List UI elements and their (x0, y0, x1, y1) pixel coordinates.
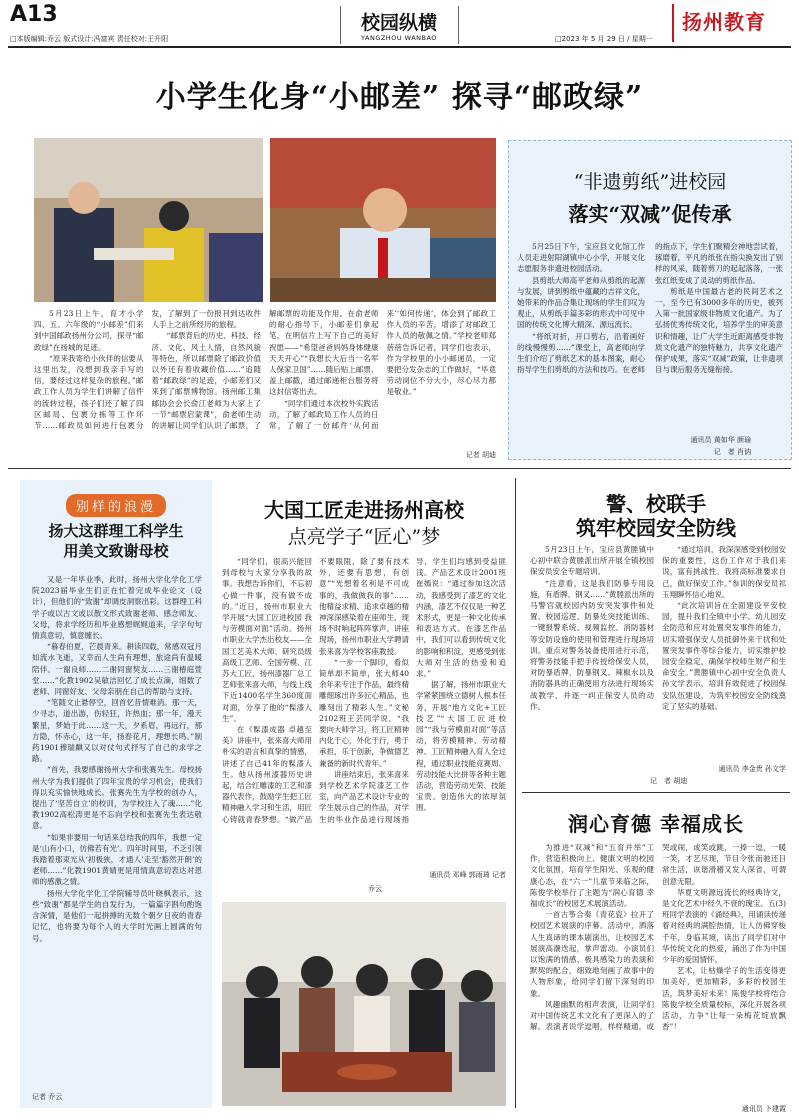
story1-paragraph: 5月23日上午，育才小学四、五、六年级的“小邮差”们来到中国邮政扬州分公司，探寻“邮政绿”在扬城的足迹。 (34, 309, 144, 352)
story2-byline-1: 通讯员 黄如华 颜瑜 (690, 436, 751, 444)
story2-paragraph: 5月25日下午，宝应县文化馆工作人员走进射阳湖镇中心小学，开展文化志愿服务非遗进校园活动。 (517, 242, 645, 274)
story5-title-line1: 警、校联手 (606, 492, 706, 516)
story1-paragraph: “同学们通过本次校外实践活动，了解了邮政局工作人员的日常，了解了一份邮件‘从何而来’‘如何传递’，体会到了邮政工作人员的辛苦，增添了对邮政工作人员的敬佩之情。”学校老师郑蓓蓓告诉记者，同学们也表示，作为学校里的小小邮递员，一定要把分发杂志的工作做好，“毕竟劳动岗位不分大小，尽心尽力都是敬业。” (269, 309, 496, 431)
brand-name: 扬州教育 (682, 10, 766, 34)
story4-paragraph: 在《髹漆成器 卓越至美》讲座中，张来喜大师用朴实的语言和真挚的情感，讲述了自己41年的髹漆人生。他从扬州漆器历史讲起，结合红雕漆的工艺和漆器代表作，鼓励学生把工匠精神融入学习和生活，用匠心铸就青春梦想。“做产品不要眼限，除了要有技术外，还要有思想，有创意”“光想着名利是不可成事的，我做做我的事”……他精益求精、追求卓越的精神深深感染着在座师生，现场不时响起阵阵掌声。讲座现场，扬州市职业大学聘请张来喜为学校客座教授。 (222, 557, 409, 824)
story6-paragraph: 风趣幽默的相声表演，让同学们对中国传统艺术文化有了更深入的了解。表演者说学逗唱，样样精通，或哭或闹，或笑或跳，一捧一逗，一暖一笑，才艺尽现，节目令张而驰还日常生活，诙谐滑稽又发人深省，可谓创意无限。 (530, 843, 786, 1032)
story3-kicker: 别样的浪漫 (66, 494, 166, 517)
story3-paragraph: 又是一年毕业季，此时，扬州大学化学化工学院2023届毕业生们正在忙着完成毕业论文（设计），但他们的“致谢”却调皮洞察出彩。这群理工科学子或以古文或以散文形式致谢老师、感念师友、父母，将求学经历和毕业感想娓娓道来，字字句句情真意切，慎意缠长。 (32, 575, 202, 641)
story3-body (32, 574, 202, 1094)
story1-paragraph: “原来我寄给小伙伴的信要从这里出发，没想到我亲手写的信，要经过这样复杂的旅程。”邮政工作人员为学生们讲解了信件的流转过程，孩子们还了解了四区邮局、包裹分拣等工作环节……邮政员如何进行包裹分发，了解到了一份报刊到达收件人手上之前所经历的旅程。 (34, 309, 261, 431)
story3-paragraph: “首先，我要感谢扬州大学和张赛先生。母校扬州大学为我们提供了四年宝贵的学习机会，使我们得以充实愉快地成长。张赛先生为学校的创办人，提出了‘坚苦自立’的校训，为学校注入了魂……”化教1902高松涛更是不忘向学校和张赛先生表达敬意。 (32, 765, 202, 831)
story4-title-line2: 点亮学子“匠心”梦 (287, 526, 441, 548)
story3-paragraph: “如果非要用一句话来总结我的四年，我想一定是‘山有小口，仿佛若有光’。四年时间里，不乏引领我踏着那束光从‘初极狭，才通人’走至‘豁然开朗’的老师……”化教1901黄婧更是用情真意切表达对恩师的感激之情。 (32, 832, 202, 887)
column-rule (515, 478, 516, 1108)
story6-paragraph: 为推进“双减”和“五育并举”工作，营造积极向上、健康文明的校园文化氛围，培育学生阳光、乐观的健康心态，在“六一”儿童节来临之际，陈俊学校举行了主题为“润心育德 幸福成长”的校园艺术展演活动。 (530, 843, 654, 909)
story2-byline-2: 记 者 肖讷 (713, 448, 751, 456)
story5-paragraph: “通过培训，我深深感受到校园安保的重要性，这份工作对于我们来说，富有挑战性。我将高标准要求自己，做好保安工作。”参训的保安员祁玉翔瞬怀信心地说。 (662, 545, 786, 599)
story4-paragraph: 据了解，扬州市职业大学紧紧围绕立德树人根本任务，开展“地方文化+工匠技艺”“大国工匠进校园”“我与劳模面对面”等活动，将劳模精神、劳动精神、工匠精神融入育人全过程，通过职业技能竞赛周、劳动技能大比拼等各种主题活动，营造劳动光荣、技能宝贵、创造伟大的浓厚氛围。 (416, 680, 506, 813)
story1-byline: 记者 胡迪 (465, 451, 496, 459)
story2-paragraph: “将纸对折，开口剪右，沿着画好的线慢慢剪……”课堂上，高老师向学生们介绍了剪纸艺术的基本图案，耐心指导学生们剪纸的方法和技巧。在老师的指点下，学生们聚精会神地尝试着，琢磨着，平凡的纸张在指尖换发出了别样的风采，随着剪刀的起起落落，一张张红纸变成了灵动的剪纸作品。 (517, 242, 783, 375)
story6-body (530, 842, 786, 1100)
story6-paragraph: 一首古筝合奏《青花瓷》拉开了校园艺术展演的序幕。活动中，洒落人生真谛的课本剧演出，让校园艺术展演高潮迭起，掌声雷动。小演员们以饱满的情感、极具感染力的表演和默契的配合，细致地刻画了故事中的人物形象，给同学们留下深刻的印象。 (530, 910, 654, 998)
story6-paragraph: 华夏文明源远流长的经典诗文，是文化艺术中经久不衰的瑰宝。五(3)班同学表演的《诵经典》，用诵读传递着对经典的满腔热情，让人仿佛穿梭千年，身临其境，读出了同学们对中华传统文化的热爱，涌出了作为中国少年的爱国情怀。 (662, 887, 786, 965)
story3-title-line2: 用美文致谢母校 (63, 542, 169, 560)
story2-title-line1: “非遗剪纸”进校园 (573, 171, 727, 193)
story4-paragraph: 讲座结束后，张来喜来到学校艺术学院漆艺工作室，向产品艺术设计专业的学生展示自己的作品，对学生的毕业作品进行现场指导，学生们均感到受益匪浅。产品艺术设计2001班崔嫣说：“通过参加这次活动，我感受到了漆艺的文化内涵，漆艺不仅仅是一种艺术形式，更是一种文化传承和表达方式。在漆艺作品中，我们可以看到传统文化的影响和积淀，更感受到张大师对生活的热爱和追求。” (319, 557, 506, 824)
section-title: 校园纵横 (360, 12, 437, 34)
story6-paragraph: 艺术，让枯燥学子的生活变得更加美好，更加精彩，多彩的校园生活，筑梦美好未来！陈俊学校将结合陈俊学校全质量校标，深化开展各项活动，力争“让每一朵梅花绽放飘香”！ (662, 966, 786, 1032)
story6-byline: 通讯员 卜建霞 (741, 1105, 786, 1113)
story3-paragraph: “笔随文止悬停空，回首忆昔情难消。那一天，少寻志，道出游，伤轻狂，许热血；那一年，漫天繁星，梦始于此……这一天，夕系眉，再远行，那方隐，怀赤心，这一年，扬春花月，理想长鸣。”制药1901穆瑞麒又以对仗句式抒写了自己的求学之路。 (32, 698, 202, 764)
story6-title: 润心育德 幸福成长 (568, 812, 744, 836)
editors-line: □本版编辑:乔云 版式设计:冯富宾 责任校对:王升阳 (10, 35, 169, 43)
story5-byline-2: 记 者 胡迪 (650, 777, 688, 785)
story4-paragraph: “一步一个脚印，看似简单却不简单，张大师40余年来专注于作品，最终精雕细琢出许多匠心精品，也雕刻出了精彩人生。”文秘2102班王芸同学说，“我要向大师学习，将工匠精神内化于心，外化于行，勇于承担，乐于创新，争做德艺兼备的新时代青年。” (319, 657, 409, 768)
photo-post-office-counter (34, 138, 263, 302)
story5-paragraph: “此次培训旨在全面建设平安校园，提升我们全镇中小学、幼儿园安全防范和应对处置突发事件的能力，切实增强保安人员抵御外来干扰和处置突发事件等综合能力，切实维护校园安全稳定，确保学校师生财产和生命安全。”黄塍镇中心初中安全负责人孙文学表示，培训有效促进了校园保安队伍建设，为筑牢校园安全防线奠定了坚实的基础。 (662, 601, 786, 711)
main-headline: 小学生化身“小邮差” 探寻“邮政绿” (155, 80, 644, 115)
photo-boy-with-postcard (270, 138, 496, 302)
story6-rule (522, 792, 790, 793)
story2-box (508, 140, 792, 460)
story5-paragraph: “注意看，这是我们防暴专用设施，有盾牌、钢叉……”黄塍派出所的马警官就校园内防安突发事件和处置、校园巡逻、防暴处突技能训练、一键报警系统、视频监控、消防器材等安防设施的使用和管理进行现场培训。重点对警务装备使用进行示范，将警务技能手把手传授给保安人员，对防暴盾牌、防暴钢叉、辣椒水以及消防器具的正确使用方法进行现场实战教学，并逐一纠正保安人员的动作。 (530, 578, 654, 711)
section-rule (8, 468, 791, 469)
story4-byline-2: 乔云 (368, 885, 382, 893)
story2-body (517, 241, 783, 433)
story1-paragraph: “邮票背后的历史、科技、经济、文化、风土人情，自然风貌等特色，所以邮票除了邮政价值以外还有着收藏价值……”追随着“邮政绿”的足迹，小邮差们又来到了邮票博物馆。扬州邮工集邮协会会长俞江老师为大家上了一节“邮票启蒙课”，俞老师生动的讲解让同学们认识了邮票，了解邮票的功能及作用。在俞老师的耐心指导下，小邮差们拿起笔，在明信片上写下自己的美好祝愿——“希望爸爸妈妈身体健康天天开心”“我想长大后当一名军人保家卫国”……随后贴上邮票、盖上邮戳，通过邮递柜台服务将这封信寄出去。 (151, 309, 379, 431)
photo-lacquer-workshop (222, 902, 506, 1106)
story5-title-line2: 筑牢校园安全防线 (576, 516, 736, 540)
story2-paragraph: 县剪纸大师高平老师从剪纸的起源与发展，讲到剪纸中蕴藏的吉祥文化，她带来的作品合集让现场的学生们叹为观止，从剪纸手篇多彩的形式中可见中国的传统文化博大精深、源远流长。 (517, 275, 645, 330)
section-pinyin: YANGZHOU WANBAO (361, 34, 437, 42)
story4-body (222, 556, 506, 864)
story5-paragraph: 5月23日上午，宝应县黄塍镇中心初中联合黄塍派出所开展全镇校园保安员安全专题培训。 (530, 545, 654, 577)
story4-byline-1: 通讯员 邓峰 郭雨琦 记者 (429, 871, 506, 879)
masthead-rule (8, 46, 791, 48)
story3-title-line1: 扬大这群理工科学生 (48, 522, 184, 540)
story3-box (20, 480, 212, 1108)
story2-paragraph: 剪纸是中国最古老的民间艺术之一，至今已有3000多年的历史，被列入第一批国家级非物质文化遗产。为了弘扬优秀传统文化，培养学生的审美意识和情趣，让广大学生近距离感受非物质文化遗产的独特魅力，共享文化遗产保护成果，落实“双减”政策，让非遗项目与课后服务无缝衔接。 (655, 286, 783, 375)
story3-byline: 记者 乔云 (32, 1093, 63, 1101)
brand-logo (672, 4, 792, 42)
story5-body (530, 544, 786, 756)
story2-title-line2: 落实“双减”促传承 (568, 202, 732, 226)
story1-body (34, 308, 496, 448)
story4-paragraph: “同学们，很高兴能回到母校与大家分享我的故事。我想告诉你们，不忘初心做一件事，没有做不成的。”近日，扬州市职业大学开展“大国工匠进校园 我与劳模面对面”活动。扬州市职业大学杰出校友——全国工艺美术大师、研究员级高级工艺师、全国劳模、江苏大工匠、扬州漆器厂总工艺师张来喜大师，与线上线下近1400名学生360度面对面，分享了他的“髹漆人生”。 (222, 557, 312, 723)
issue-date: □2023 年 5 月 29 日 / 星期一 (555, 35, 653, 43)
story3-paragraph: “暮春伯夏，芒晨青来。耕读四载，常感双冠月如流水飞逝，又幸而人生尚有理想，旅途尚有温暖陪伴。一谢良师……二谢同窗契友……三谢椿庭萱堂……”化教1902吴敏洁回忆了成长点滴，细数了老师、同窗好友、父母亲朋在自己的帮助与支持。 (32, 642, 202, 697)
page-number: A13 (10, 2, 58, 27)
story3-kicker-wrap (20, 494, 212, 517)
story4-title-line1: 大国工匠走进扬州高校 (264, 498, 464, 522)
story5-byline-1: 通讯员 李金贵 孙文学 (718, 765, 786, 773)
masthead-divider-left (340, 6, 341, 44)
masthead-divider-right (458, 6, 459, 44)
story3-paragraph: 扬州大学化学化工学院辅导员叶晓枫表示，这些“致谢”都是学生的自发行为，一篇篇字斟句酌饱含深情，是他们一起拼搏的无数个朝夕日夜的青春记忆，也将要为每个人的大学时光画上圆满的句号。 (32, 888, 202, 943)
